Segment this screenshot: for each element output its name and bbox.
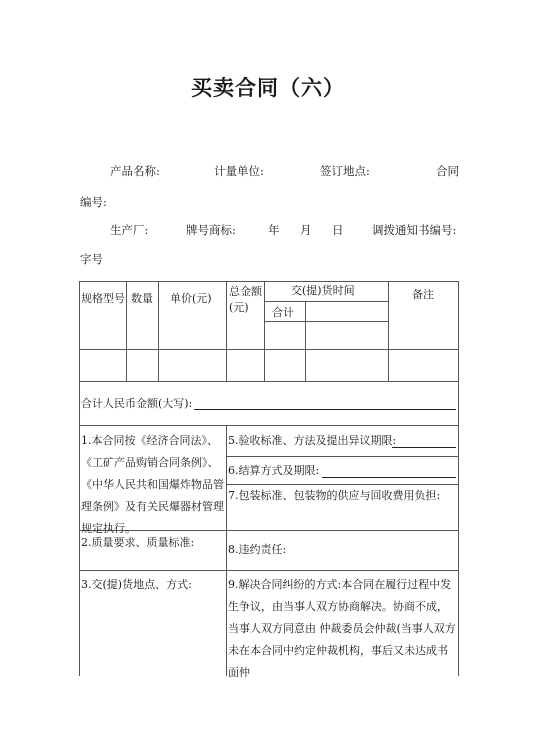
sign-place-label: 签订地点: <box>320 164 370 178</box>
year-label: 年 <box>268 223 280 237</box>
contract-no-label: 编号: <box>80 195 107 209</box>
unit-label: 计量单位: <box>214 164 264 178</box>
clause-3: 3.交(提)货地点、方式: <box>81 578 192 591</box>
clause-8: 8.违约责任: <box>228 543 287 556</box>
manufacturer-label: 生产厂: <box>110 223 149 237</box>
rmb-total-underline <box>194 409 456 410</box>
col-header-subtotal: 合计 <box>272 306 294 319</box>
contract-label: 合同 <box>436 164 459 178</box>
clause-5: 5.验收标准、方法及提出异议期限: <box>228 434 397 447</box>
col-header-unit-price: 单价(元) <box>170 292 212 305</box>
brand-label: 牌号商标: <box>186 223 236 237</box>
document-title: 买卖合同（六） <box>191 76 345 100</box>
month-label: 月 <box>300 223 312 237</box>
clause-6-underline <box>322 477 456 478</box>
clause-7: 7.包装标准、包装物的供应与回收费用负担: <box>228 489 441 502</box>
clause-5-underline <box>392 447 456 448</box>
clause-6: 6.结算方式及期限: <box>228 464 320 477</box>
rmb-total-label: 合计人民币金额(大写): <box>81 397 193 410</box>
col-header-remarks: 备注 <box>412 288 434 301</box>
product-name-label: 产品名称: <box>110 164 160 178</box>
col-header-qty: 数量 <box>131 292 153 305</box>
col-header-spec: 规格型号 <box>81 292 125 305</box>
clause-9: 9.解决合同纠纷的方式:本合同在履行过程中发生争议，由当事人双方协商解决。协商不成，当事人双方同意由 仲裁委员会仲裁(当事人双方未在本合同中约定仲裁机构，事后又未达成书面仲 <box>228 578 456 679</box>
col-header-total: 总金额(元) <box>229 285 262 314</box>
zihao-label: 字号 <box>80 252 103 266</box>
col-header-delivery: 交(提)货时间 <box>291 284 355 297</box>
allot-no-label: 调拨通知书编号: <box>372 223 457 237</box>
clause-1: 1.本合同按《经济合同法》、《工矿产品购销合同条例》、《中华人民共和国爆炸物品管理条例》及有关民爆器材管理规定执行。 <box>81 434 224 535</box>
day-label: 日 <box>332 223 344 237</box>
clause-2: 2.质量要求、质量标准: <box>81 536 195 549</box>
